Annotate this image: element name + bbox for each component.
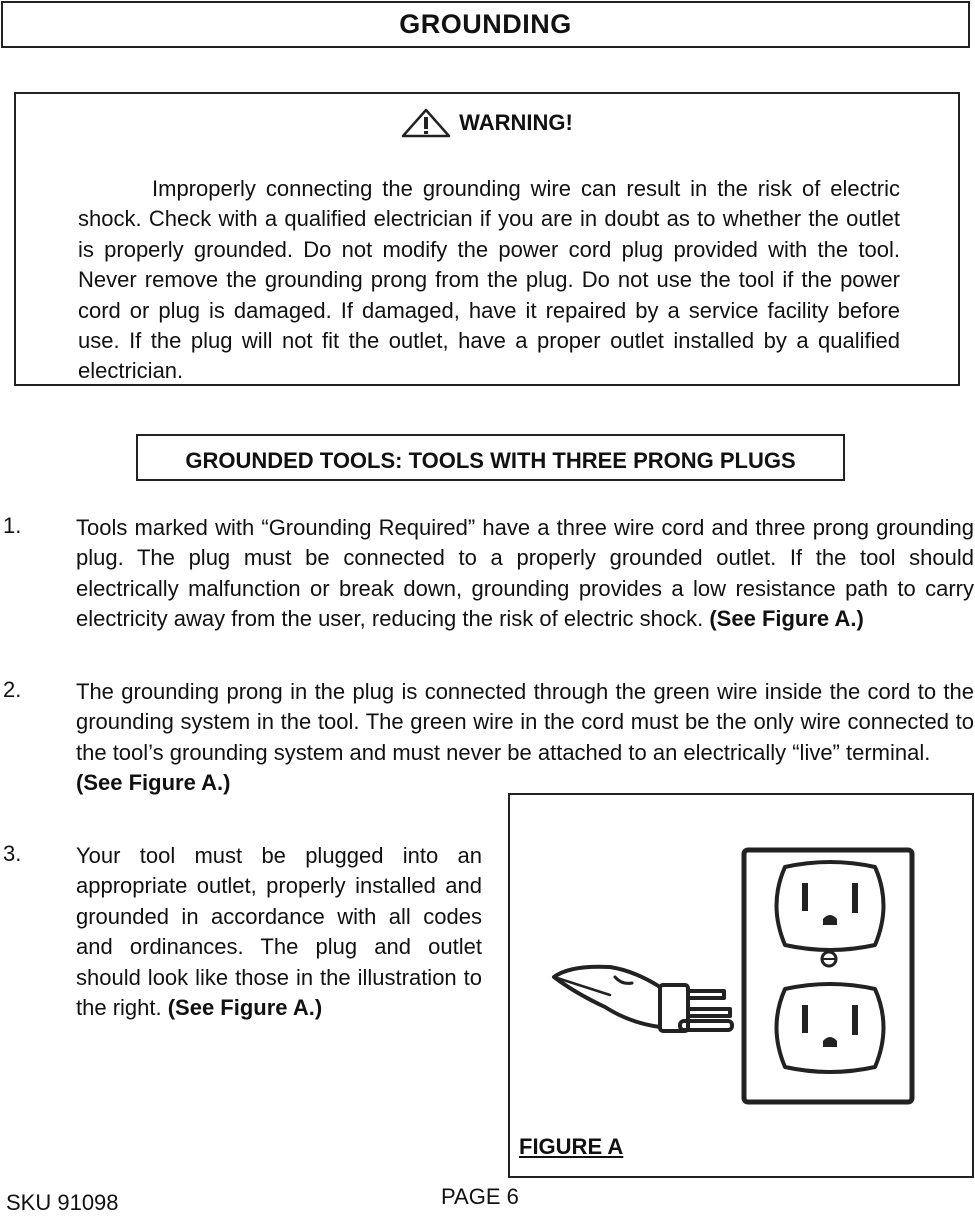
sku-label: SKU 91098	[6, 1190, 119, 1215]
warning-triangle-icon	[401, 108, 451, 138]
list-item-text: The grounding prong in the plug is connected through the green wire inside the cord to the grounding system in the tool. The green wire in the cord must be the only wire connected to the tool’s grounding system and must never be attached to an electrically “live” terminal.	[76, 679, 974, 765]
warning-text: Improperly connecting the grounding wire can result in the risk of electric shock. Check with a qualified electrician if you are in doubt as to whether the outlet is properly grounded. Do not modify the power cord plug provided with the tool. Never remove the grounding prong from the plug. Do not use the tool if the power cord or plug is damaged. If damaged, have it repaired by a service facility before use. If the plug will not fit the outlet, have a proper outlet installed by a qualified electrician.	[78, 176, 900, 384]
figure-a	[508, 793, 974, 1178]
warning-box	[14, 92, 960, 386]
page-number: PAGE 6	[441, 1184, 519, 1209]
plug-and-outlet-illustration	[510, 795, 975, 1180]
warning-heading	[16, 108, 958, 138]
three-prong-plug	[554, 967, 732, 1031]
list-item-body: Your tool must be plugged into an appropriate outlet, properly installed and grounded in accordance with all codes and ordinances. The plug and outlet should look like those in the illustration to the right.	[76, 843, 482, 1021]
list-item-number: 1.	[3, 513, 22, 538]
list-item-body: Tools marked with “Grounding Required” have a three wire cord and three prong grounding plug. The plug must be connected to a properly grounded outlet. If the tool should electrically malfunction or break down, grounding provides a low resistance path to carry electricity away from the user, reducing the risk of electric shock.	[76, 515, 974, 632]
page-title: GROUNDING	[1, 1, 970, 48]
list-item-text	[76, 513, 974, 635]
figure-label: FIGURE A	[519, 1134, 624, 1159]
list-item-number: 2.	[3, 677, 22, 702]
figure-reference: (See Figure A.)	[167, 995, 323, 1021]
figure-reference: (See Figure A.)	[709, 606, 864, 632]
section-subheading: GROUNDED TOOLS: TOOLS WITH THREE PRONG PLUGS	[136, 434, 845, 481]
list-item-text	[76, 841, 482, 1023]
figure-reference: (See Figure A.)	[76, 770, 231, 795]
list-item-number: 3.	[3, 841, 22, 866]
warning-heading-text: WARNING!	[459, 110, 573, 135]
outlet-wall-plate	[744, 850, 912, 1102]
